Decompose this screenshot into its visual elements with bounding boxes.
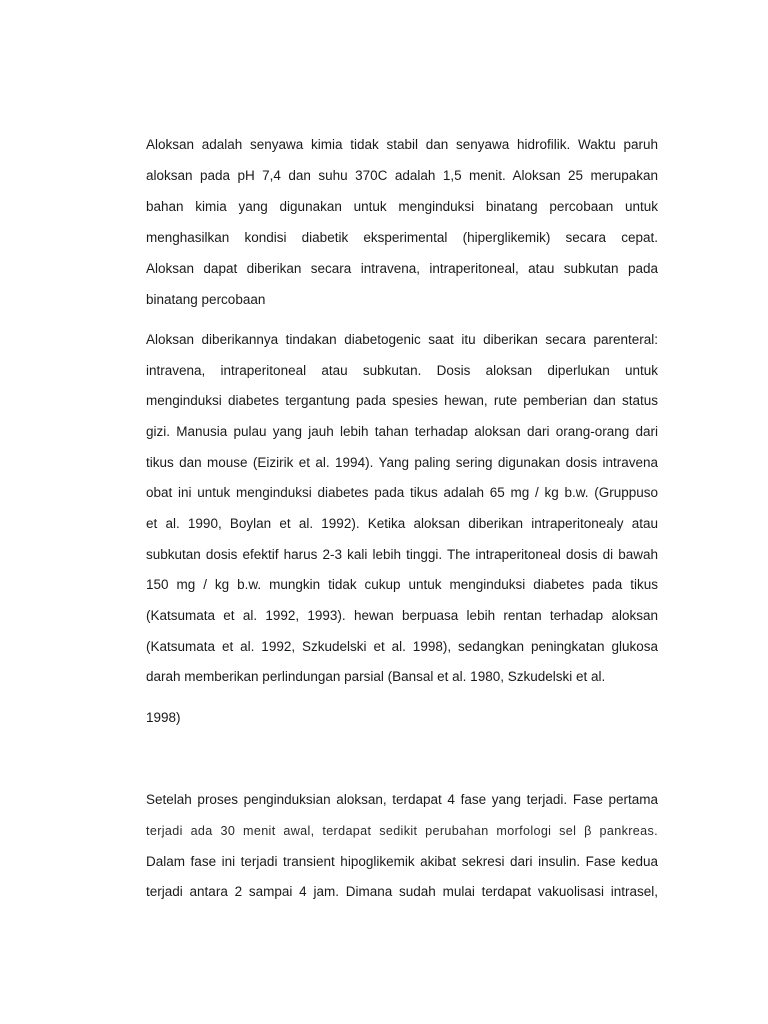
paragraph-3-line-4: terjadi antara 2 sampai 4 jam. Dimana sudah mulai terdapat vakuolisasi intrasel,	[146, 884, 658, 899]
paragraph-2-line-12: darah memberikan perlindungan parsial (Bansal et al. 1980, Szkudelski et al.	[146, 669, 606, 684]
paragraph-3-line-1: Setelah proses penginduksian aloksan, terdapat 4 fase yang terjadi. Fase pertama	[146, 792, 658, 807]
paragraph-2-line-13: 1998)	[146, 710, 181, 725]
paragraph-2-line-6: obat ini untuk menginduksi diabetes pada tikus adalah 65 mg / kg b.w. (Gruppuso	[146, 485, 658, 500]
paragraph-2-line-2: intravena, intraperitoneal atau subkutan. Dosis aloksan diperlukan untuk	[146, 363, 658, 378]
paragraph-1-line-4: menghasilkan kondisi diabetik eksperimental (hiperglikemik) secara cepat.	[146, 230, 658, 245]
paragraph-2-line-8: subkutan dosis efektif harus 2-3 kali lebih tinggi. The intraperitoneal dosis di bawah	[146, 547, 658, 562]
paragraph-2-line-10: (Katsumata et al. 1992, 1993). hewan berpuasa lebih rentan terhadap aloksan	[146, 608, 658, 623]
paragraph-1-line-5: Aloksan dapat diberikan secara intravena, intraperitoneal, atau subkutan pada	[146, 261, 658, 276]
paragraph-3-line-2: terjadi ada 30 menit awal, terdapat sedikit perubahan morfologi sel β pankreas.	[146, 824, 658, 838]
paragraph-2-line-7: et al. 1990, Boylan et al. 1992). Ketika aloksan diberikan intraperitonealy atau	[146, 516, 658, 531]
paragraph-2-line-1: Aloksan diberikannya tindakan diabetogenic saat itu diberikan secara parenteral:	[146, 332, 658, 347]
paragraph-2-line-3: menginduksi diabetes tergantung pada spesies hewan, rute pemberian dan status	[146, 393, 658, 408]
paragraph-1-line-2: aloksan pada pH 7,4 dan suhu 370C adalah 1,5 menit. Aloksan 25 merupakan	[146, 168, 658, 183]
paragraph-2-line-4: gizi. Manusia pulau yang jauh lebih tahan terhadap aloksan dari orang-orang dari	[146, 424, 658, 439]
paragraph-3-line-3: Dalam fase ini terjadi transient hipoglikemik akibat sekresi dari insulin. Fase kedua	[146, 854, 658, 869]
paragraph-1-line-1: Aloksan adalah senyawa kimia tidak stabil dan senyawa hidrofilik. Waktu paruh	[146, 137, 658, 152]
paragraph-2-line-9: 150 mg / kg b.w. mungkin tidak cukup untuk menginduksi diabetes pada tikus	[146, 577, 658, 592]
paragraph-1-line-6: binatang percobaan	[146, 292, 266, 307]
paragraph-2-line-11: (Katsumata et al. 1992, Szkudelski et al. 1998), sedangkan peningkatan glukosa	[146, 639, 658, 654]
paragraph-2-line-5: tikus dan mouse (Eizirik et al. 1994). Yang paling sering digunakan dosis intravena	[146, 455, 658, 470]
paragraph-1-line-3: bahan kimia yang digunakan untuk menginduksi binatang percobaan untuk	[146, 199, 658, 214]
